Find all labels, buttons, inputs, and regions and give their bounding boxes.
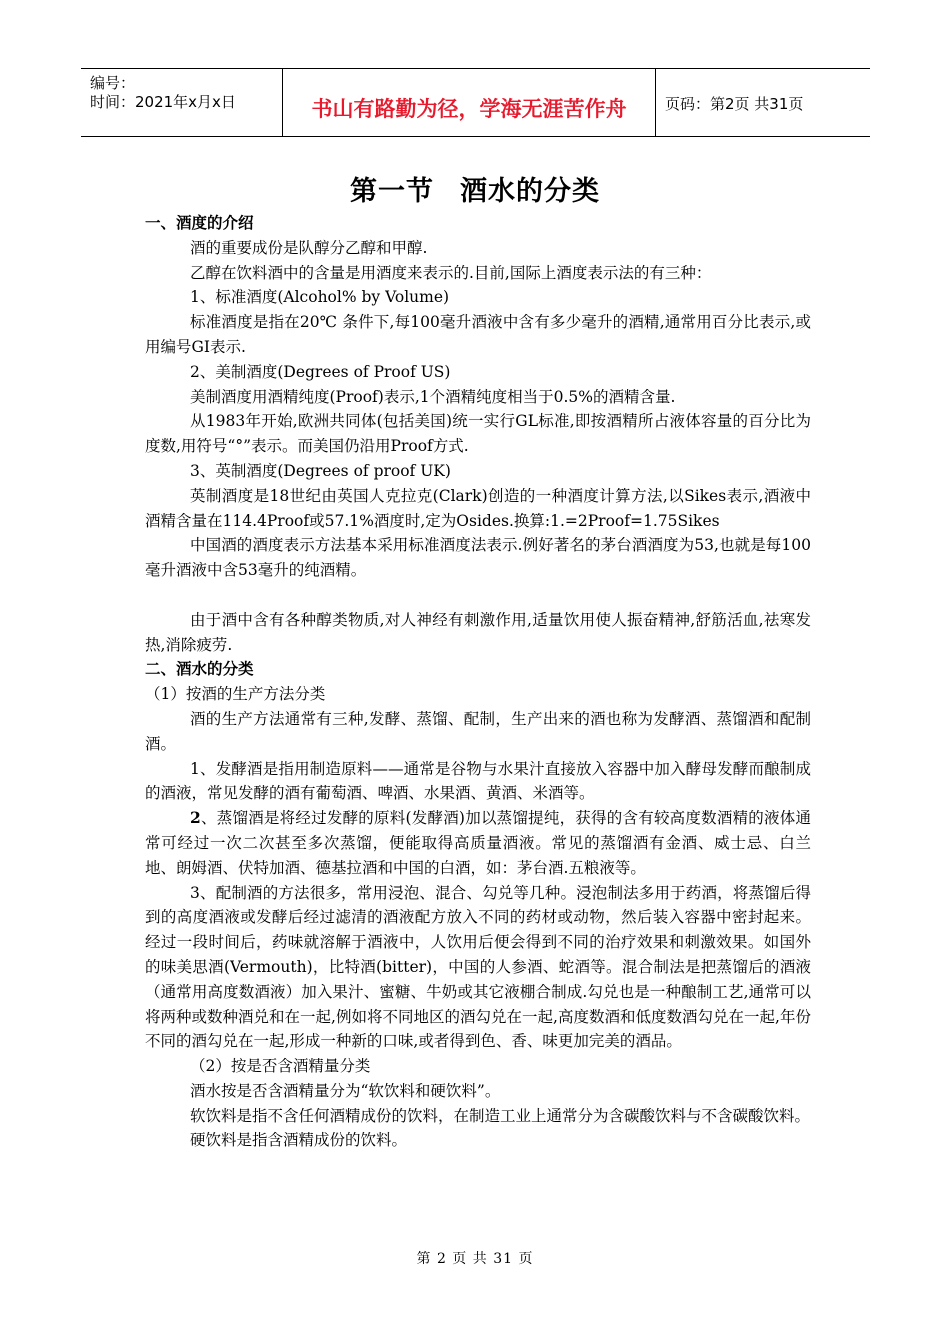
paragraph: 2、美制酒度(Degrees of Proof US) — [190, 362, 451, 381]
distill-number: 2 — [190, 808, 201, 828]
paragraph: 3、配制酒的方法很多，常用浸泡、混合、勾兑等几种。浸泡制法多用于药酒，将蒸馏后得到的高度酒液或发酵后经过滤清的酒液配方放入不同的药材或动物，然后装入容器中密封起来。经过一段时间后，药味就溶解于酒液中，人饮用后便会得到不同的治疗效果和刺激效果。如国外的味美思酒(Vermouth)，比特酒(bitter)，中国的人参酒、蛇酒等。混合制法是把蒸馏后的酒液（通常用高度数酒液）加入果汁、蜜糖、牛奶或其它液棚合制成.勾兑也是一种酿制工艺,通常可以将两种或数种酒兑和在一起,例如将不同地区的酒勾兑在一起,高度数酒和低度数酒勾兑在一起,年份不同的酒勾兑在一起,形成一种新的口味,或者得到色、香、味更加完美的酒品。 — [145, 883, 811, 1051]
header-page-cell — [656, 69, 870, 136]
paragraph: 中国酒的酒度表示方法基本采用标准酒度法表示.例好著名的茅台酒酒度为53,也就是每100毫升酒液中含53毫升的纯酒精。 — [145, 536, 811, 580]
paragraph: 3、英制酒度(Degrees of proof UK) — [190, 461, 451, 480]
paragraph: 酒水按是否含酒精量分为“软饮料和硬饮料”。 — [190, 1081, 501, 1100]
section2-heading: 二、酒水的分类 — [145, 660, 254, 679]
number-label: 编号： — [90, 74, 136, 92]
paragraph: 软饮料是指不含任何酒精成份的饮料，在制造工业上通常分为含碳酸饮料与不含碳酸饮料。 — [190, 1106, 811, 1125]
page-info: 页码：第2页 共31页 — [665, 95, 804, 113]
paragraph: 酒的生产方法通常有三种,发酵、蒸馏、配制，生产出来的酒也称为发酵酒、蒸馏酒和配制酒。 — [145, 709, 811, 753]
paragraph: 英制酒度是18世纪由英国人克拉克(Clark)创造的一种酒度计算方法,以Sikes表示,酒液中酒精含量在114.4Proof或57.1%酒度时,定为Osides.换算:1.=2Proof=1.75Sikes — [145, 486, 811, 530]
time-label: 时间：2021年x月x日 — [90, 93, 236, 111]
paragraph: 从1983年开始,欧洲共同体(包括美国)统一实行GL标准,即按酒精所占液体容量的百分比为度数,用符号“°”表示。而美国仍沿用Proof方式. — [145, 412, 811, 456]
page-header — [81, 68, 870, 137]
title-part2: 酒水的分类 — [460, 176, 600, 207]
paragraph — [145, 806, 811, 880]
page-footer: 第 2 页 共 31 页 — [416, 1251, 534, 1267]
motto-text: 书山有路勤为径，学海无涯苦作舟 — [311, 97, 627, 121]
paragraph: 1、发酵酒是指用制造原料——通常是谷物与水果汁直接放入容器中加入酵母发酵而酿制成的酒液，常见发酵的酒有葡萄酒、啤酒、水果酒、黄酒、米酒等。 — [145, 759, 811, 803]
distill-text: 、蒸馏酒是将经过发酵的原料(发酵酒)加以蒸馏提纯，获得的含有较高度数酒精的液体通常可经过一次二次甚至多次蒸馏，便能取得高质量酒液。常见的蒸馏酒有金酒、威士忌、白兰地、朗姆酒、伏特加酒、德基拉酒和中国的白酒，如：茅台酒.五粮液等。 — [145, 809, 811, 877]
section1-heading: 一、酒度的介绍 — [145, 214, 254, 232]
header-meta-cell — [81, 69, 283, 136]
title-part1: 第一节 — [350, 176, 434, 207]
subheading-alcohol: （2）按是否含酒精量分类 — [190, 1057, 371, 1076]
paragraph: 标准酒度是指在20℃ 条件下,每100毫升酒液中含有多少毫升的酒精,通常用百分比表示,或用编号GI表示. — [145, 313, 811, 356]
subheading-production: （1）按酒的生产方法分类 — [145, 685, 326, 704]
paragraph: 由于酒中含有各种醇类物质,对人神经有刺激作用,适量饮用使人振奋精神,舒筋活血,祛寒发热,消除疲劳. — [145, 610, 811, 654]
paragraph: 乙醇在饮料酒中的含量是用酒度来表示的.目前,国际上酒度表示法的有三种： — [190, 263, 712, 282]
paragraph: 硬饮料是指含酒精成份的饮料。 — [190, 1131, 408, 1150]
paragraph: 美制酒度用酒精纯度(Proof)表示,1个酒精纯度相当于0.5%的酒精含量. — [190, 387, 676, 406]
paragraph: 1、标准酒度(Alcohol% by Volume) — [190, 288, 450, 307]
blank-line — [145, 583, 811, 608]
header-motto-cell — [283, 69, 656, 136]
document-body — [145, 211, 811, 1153]
paragraph: 酒的重要成份是队醇分乙醇和甲醇. — [190, 238, 428, 257]
page-title — [0, 169, 950, 208]
